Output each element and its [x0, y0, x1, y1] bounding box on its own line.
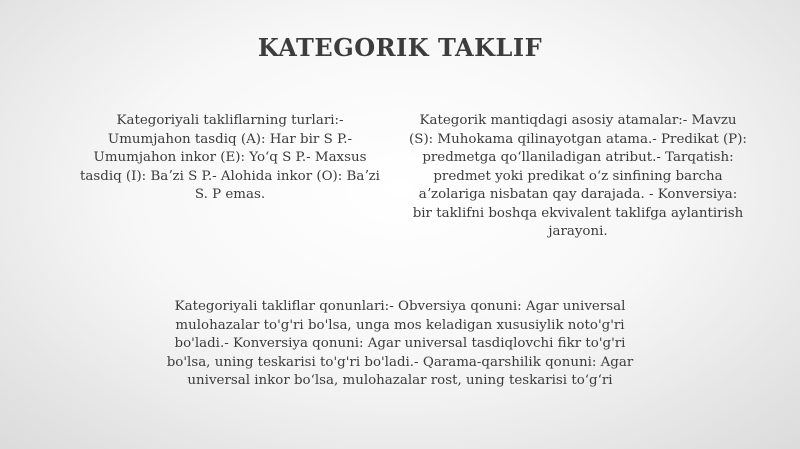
- proposition-laws-text: [140, 298, 660, 391]
- text-line: Kategorik mantiqdagi asosiy atamalar:- Mavzu: [419, 113, 737, 128]
- text-line: predmetga qoʻllaniladigan atribut.- Tarqatish:: [422, 150, 734, 165]
- text-line: (S): Muhokama qilinayotgan atama.- Predikat (P):: [409, 131, 747, 147]
- text-line: bo'lsa, uning teskarisi to'g'ri bo'ladi.- Qarama-qarshilik qonuni: Agar: [166, 354, 634, 370]
- text-line: tasdiq (I): Baʼzi S P.- Alohida inkor (O): Baʼzi: [80, 168, 380, 184]
- text-line: universal inkor boʻlsa, mulohazalar rost, uning teskarisi toʻgʻri: [187, 373, 613, 388]
- text-line: jarayoni.: [548, 224, 608, 239]
- text-line: Kategoriyali takliflarning turlari:-: [116, 113, 344, 128]
- proposition-types-text: [70, 112, 390, 205]
- slide-title: KATEGORIK TAKLIF: [257, 33, 543, 62]
- text-line: S. P emas.: [194, 187, 266, 202]
- text-line: mulohazalar to'g'ri bo'lsa, unga mos keladigan xususiylik noto'g'ri: [175, 317, 625, 333]
- text-line: Umumjahon tasdiq (A): Har bir S P.-: [107, 131, 353, 147]
- text-line: Kategoriyali takliflar qonunlari:- Obversiya qonuni: Agar universal: [174, 299, 626, 314]
- text-line: Umumjahon inkor (E): Yoʻq S P.- Maxsus: [93, 150, 367, 165]
- text-line: bo'ladi.- Konversiya qonuni: Agar universal tasdiqlovchi fikr to'g'ri: [174, 336, 626, 351]
- text-line: aʼzolariga nisbatan qay darajada. - Konversiya:: [418, 187, 738, 202]
- basic-terms-text: [392, 112, 764, 242]
- text-line: predmet yoki predikat oʻz sinfining barcha: [433, 168, 723, 184]
- text-line: bir taklifni boshqa ekvivalent taklifga aylantirish: [412, 205, 744, 221]
